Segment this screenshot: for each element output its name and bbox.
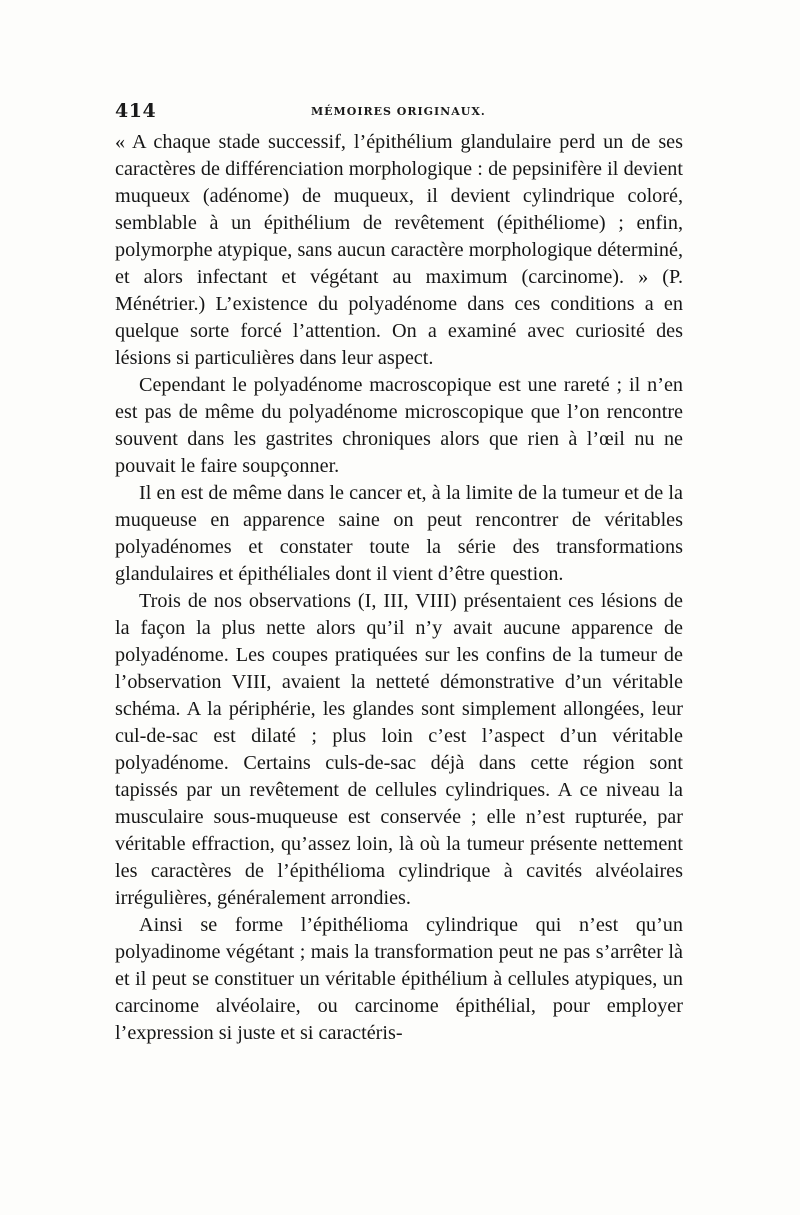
page-number: 414 bbox=[115, 100, 157, 122]
body-text bbox=[115, 129, 683, 1047]
running-head: MÉMOIRES ORIGINAUX. bbox=[311, 105, 486, 118]
page-header bbox=[115, 100, 680, 124]
paragraph-quote: « A chaque stade successif, l’épithélium glandulaire perd un de ses caractères de différenciation morphologique : de pepsinifère il devient muqueux (adénome) de muqueux, il devient cylindrique coloré, semblable à un épithélium de revêtement (épithéliome) ; enfin, polymorphe atypique, sans aucun caractère morphologique déterminé, et alors infectant et végétant au maximum (carcinome). » (P. Ménétrier.) L’existence du polyadénome dans ces conditions a en quelque sorte forcé l’attention. On a examiné avec curiosité des lésions si particulières dans leur aspect. bbox=[115, 131, 683, 369]
paragraph-epithelioma: Ainsi se forme l’épithélioma cylindrique qui n’est qu’un polyadinome végétant ; mais la transformation peut ne pas s’arrêter là et il peut se constituer un véritable épithélium à cellules atypiques, un carcinome alvéolaire, ou carcinome épithélial, pour employer l’expression si juste et si caractéris- bbox=[115, 914, 683, 1044]
paragraph-observations: Trois de nos observations (I, III, VIII) présentaient ces lésions de la façon la plus nette alors qu’il n’y avait aucune apparence de polyadénome. Les coupes pratiquées sur les confins de la tumeur de l’observation VIII, avaient la netteté démonstrative d’un véritable schéma. A la périphérie, les glandes sont simplement allongées, leur cul-de-sac est dilaté ; plus loin c’est l’aspect d’un véritable polyadénome. Certains culs-de-sac déjà dans cette région sont tapissés par un revêtement de cellules cylindriques. A ce niveau la musculaire sous-muqueuse est conservée ; elle n’est rupturée, par véritable effraction, qu’assez loin, là où la tumeur présente nettement les caractères de l’épithélioma cylindrique à cavités alvéolaires irrégulières, généralement arrondies. bbox=[115, 590, 683, 909]
paragraph-microscopic: Cependant le polyadénome macroscopique est une rareté ; il n’en est pas de même du polyadénome microscopique que l’on rencontre souvent dans les gastrites chroniques alors que rien à l’œil nu ne pouvait le faire soupçonner. bbox=[115, 374, 683, 477]
paragraph-cancer-limit: Il en est de même dans le cancer et, à la limite de la tumeur et de la muqueuse en apparence saine on peut rencontrer de véritables polyadénomes et constater toute la série des transformations glandulaires et épithéliales dont il vient d’être question. bbox=[115, 482, 683, 585]
